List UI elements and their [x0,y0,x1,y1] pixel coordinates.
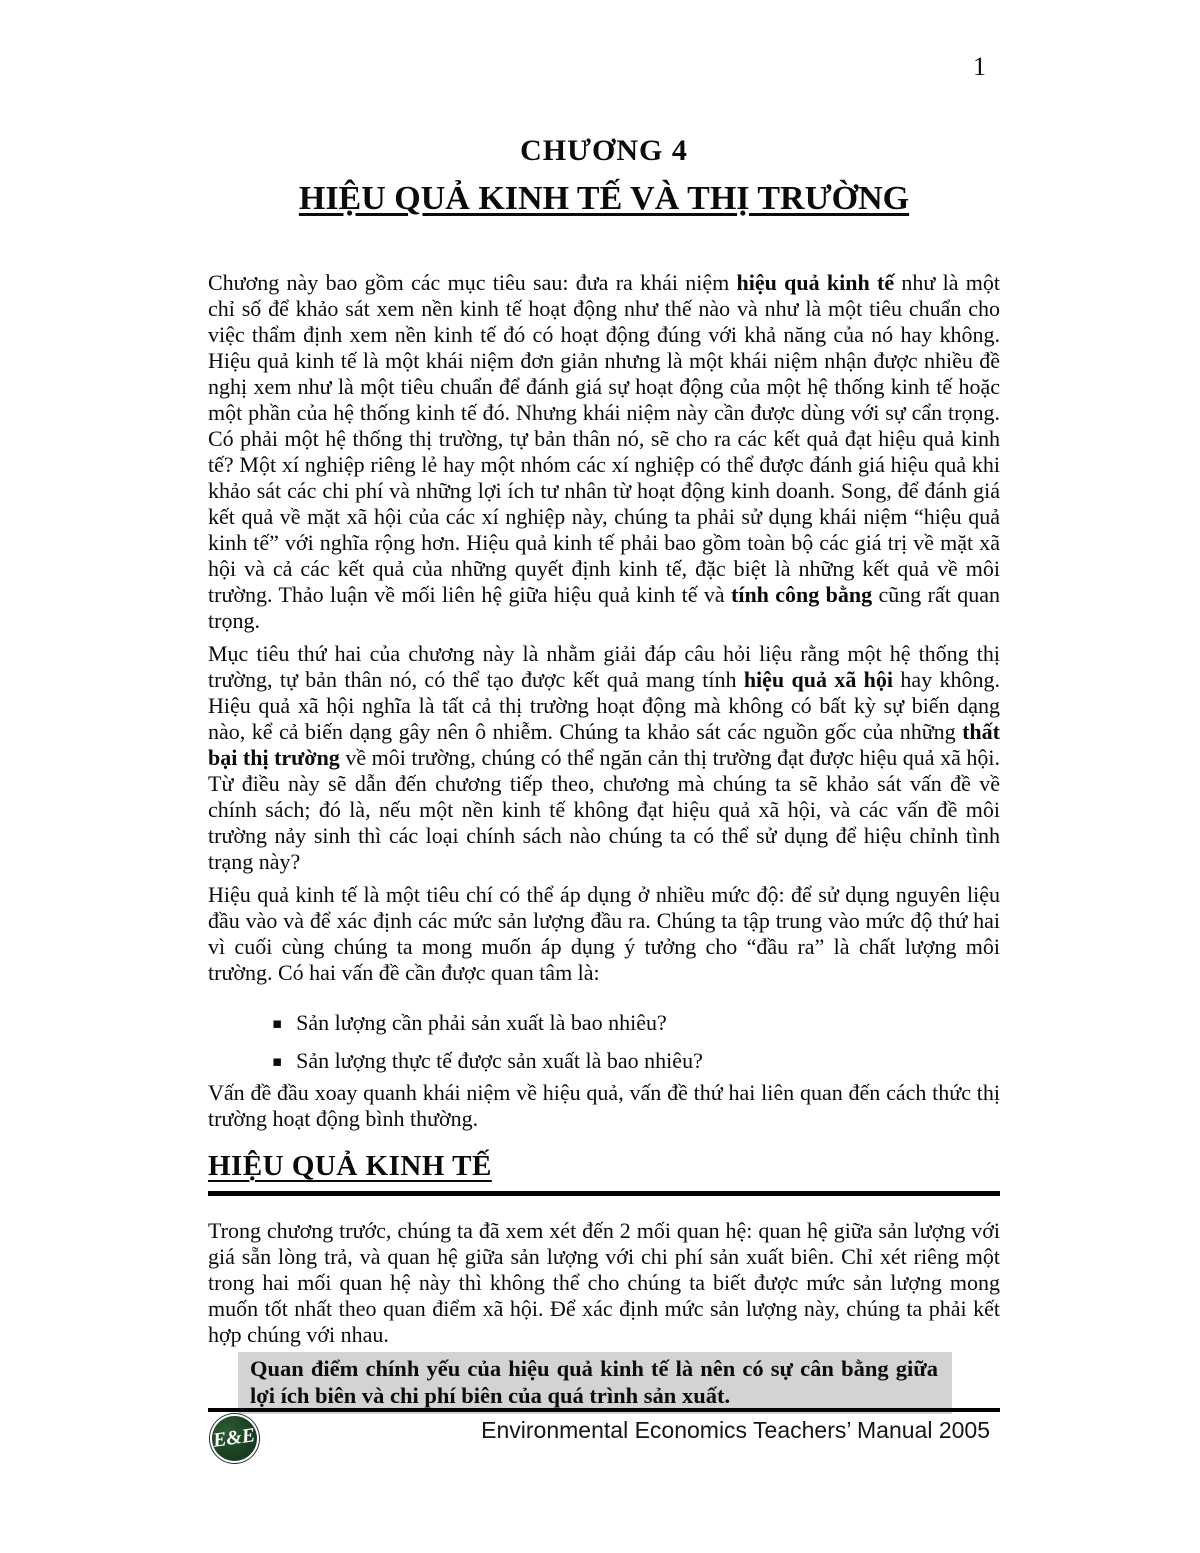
section-heading: HIỆU QUẢ KINH TẾ [208,1150,492,1182]
page-title [208,180,1000,218]
bullet-item [272,1048,1000,1076]
paragraph-second-objective [208,641,1000,875]
text-run: Trong chương trước, chúng ta đã xem xét đến 2 mối quan hệ: quan hệ giữa sản lượng với giá sẵn lòng trả, và quan hệ giữa sản lượng với chi phí sản xuất biên. Chỉ xét riêng một trong hai mối quan hệ này thì không thể cho chúng ta biết được mức sản lượng mong muốn tốt nhất theo quan điểm xã hội. Để xác định mức sản lượng này, chúng ta phải kết hợp chúng với nhau. [208,1218,1000,1347]
footer-divider [208,1408,1000,1412]
paragraph-intro [208,270,1000,634]
bold-term: tính công bằng [731,582,873,607]
text-run: hay không. Hiệu quả xã hội nghĩa là tất cả thị trường hoạt động mà không có bất kỳ sự biến dạng nào, kể cả biến dạng gây nên ô nhiễm. Chúng ta khảo sát các nguồn gốc của những [208,667,1000,744]
bullet-square-icon: ▪ [272,1052,283,1070]
bullet-square-icon: ▪ [272,1014,283,1032]
bullet-text: Sản lượng thực tế được sản xuất là bao nhiêu? [296,1048,703,1073]
text-run: Mục tiêu thứ hai của chương này là nhằm giải đáp câu hỏi liệu rằng một hệ thống thị trường, tự bản thân nó, có thể tạo được kết quả mang tính [208,641,1000,692]
page-title-text: HIỆU QUẢ KINH TẾ VÀ THỊ TRƯỜNG [298,180,910,217]
bold-term: hiệu quả xã hội [743,667,894,692]
text-run: Hiệu quả kinh tế là một tiêu chí có thể áp dụng ở nhiều mức độ: để sử dụng nguyên liệu đầu vào và để xác định các mức sản lượng đầu ra. Chúng ta tập trung vào mức độ thứ hai vì cuối cùng chúng ta mong muốn áp dụng ý tưởng cho “đầu ra” là chất lượng môi trường. Có hai vấn đề cần được quan tâm là: [208,882,1000,985]
paragraph-previous-chapter [208,1218,1000,1348]
footer-manual-title: Environmental Economics Teachers’ Manual 2005 [481,1417,990,1443]
bullet-text: Sản lượng cần phải sản xuất là bao nhiêu? [296,1010,667,1035]
chapter-label: CHƯƠNG 4 [520,134,688,167]
bold-term: thất bại thị trường [208,719,1000,770]
text-run: cũng rất quan trọng. [208,582,1000,633]
paragraph-efficiency-levels [208,882,1000,986]
text-run: về môi trường, chúng có thể ngăn cản thị trường đạt được hiệu quả xã hội. Từ điều này sẽ dẫn đến chương tiếp theo, chương mà chúng ta sẽ khảo sát vấn đề về chính sách; đó là, nếu một nền kinh tế không đạt hiệu quả xã hội, và các vấn đề môi trường nảy sinh thì các loại chính sách nào chúng ta có thể sử dụng để hiệu chỉnh tình trạng này? [208,745,1001,874]
page-content [208,0,1000,1553]
section-heading-block [208,1150,1000,1196]
text-run: Vấn đề đầu xoay quanh khái niệm về hiệu quả, vấn đề thứ hai liên quan đến cách thức thị trường hoạt động bình thường. [208,1080,1000,1131]
text-run: như là một chỉ số để khảo sát xem nền kinh tế hoạt động như thế nào và như là một tiêu chuẩn cho việc thẩm định xem nền kinh tế đó có hoạt động đúng với khả năng của nó hay không. Hiệu quả kinh tế là một khái niệm đơn giản nhưng là một khái niệm nhận được nhiều đề nghị xem như là một tiêu chuẩn để đánh giá sự hoạt động của một hệ thống kinh tế hoặc một phần của hệ thống kinh tế đó. Nhưng khái niệm này cần được dùng với sự cẩn trọng. Có phải một hệ thống thị trường, tự bản thân nó, sẽ cho ra các kết quả đạt hiệu quả kinh tế? Một xí nghiệp riêng lẻ hay một nhóm các xí nghiệp có thể được đánh giá hiệu quả khi khảo sát các chi phí và những lợi ích tư nhân từ hoạt động kinh doanh. Song, để đánh giá kết quả về mặt xã hội của các xí nghiệp này, chúng ta phải sử dụng khái niệm “hiệu quả kinh tế” với nghĩa rộng hơn. Hiệu quả kinh tế phải bao gồm toàn bộ các giá trị về mặt xã hội và cả các kết quả của những quyết định kinh tế, đặc biệt là những kết quả về môi trường. Thảo luận về mối liên hệ giữa hiệu quả kinh tế và [208,270,1001,607]
paragraph-two-issues [208,1080,1000,1132]
bold-term: hiệu quả kinh tế [736,270,895,295]
text-run: Chương này bao gồm các mục tiêu sau: đưa ra khái niệm [208,270,737,295]
ee-logo-text: E&E [211,1424,257,1452]
question-bullet-list [208,1000,1000,1076]
bullet-item [272,1010,1000,1038]
key-point-box: Quan điểm chính yếu của hiệu quả kinh tế là nên có sự cân bằng giữa lợi ích biên và chi phí biên của quá trình sản xuất. [238,1352,952,1414]
page-number: 1 [973,52,986,81]
